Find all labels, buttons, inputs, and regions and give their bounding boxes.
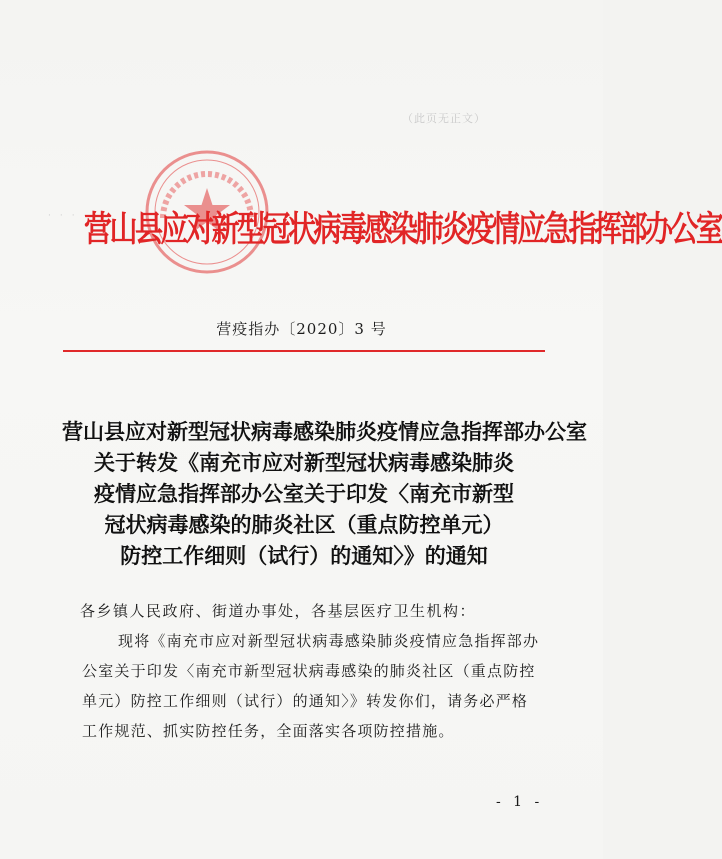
title-line: 冠状病毒感染的肺炎社区（重点防控单元） (104, 512, 504, 537)
paragraph-line: 现将《南充市应对新型冠状病毒感染肺炎疫情应急指挥部办 (118, 632, 540, 650)
page-number: - 1 - (496, 794, 544, 810)
faint-bleed-mark: · · · (48, 211, 75, 221)
paragraph-line: 公室关于印发〈南充市新型冠状病毒感染的肺炎社区（重点防控 (82, 662, 536, 680)
body-paragraph (82, 626, 552, 746)
agency-title: 营山县应对新型冠状病毒感染肺炎疫情应急指挥部办公室 (84, 208, 722, 250)
paragraph-line: 单元）防控工作细则（试行）的通知〉》转发你们，请务必严格 (82, 692, 529, 710)
title-line: 关于转发《南充市应对新型冠状病毒感染肺炎 (94, 450, 514, 475)
title-line: 疫情应急指挥部办公室关于印发〈南充市新型 (94, 481, 514, 506)
paragraph-line: 工作规范、抓实防控任务，全面落实各项防控措施。 (82, 722, 455, 740)
title-line: 营山县应对新型冠状病毒感染肺炎疫情应急指挥部办公室 (62, 419, 587, 444)
document-title (62, 416, 587, 571)
document-number: 营疫指办〔2020〕3 号 (216, 320, 387, 338)
red-divider (63, 350, 545, 352)
top-faint-mark: （此页无正文） (402, 112, 486, 125)
title-line: 防控工作细则（试行）的通知〉》的通知 (120, 543, 488, 568)
salutation: 各乡镇人民政府、街道办事处，各基层医疗卫生机构： (80, 602, 477, 620)
